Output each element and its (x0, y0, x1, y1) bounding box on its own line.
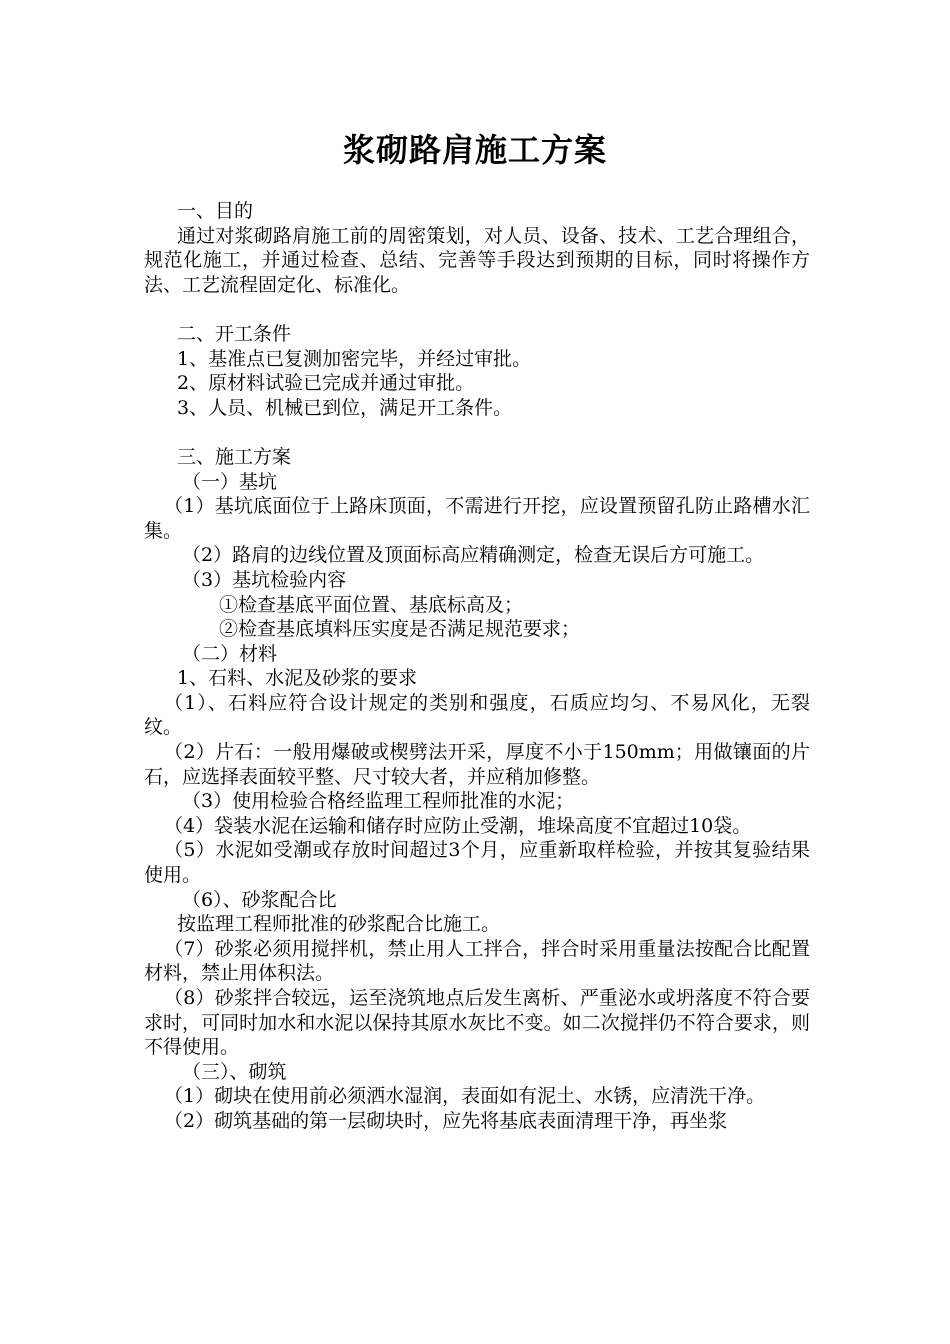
section-heading-conditions: 二、开工条件 (177, 322, 292, 345)
subsection-heading: （三）、砌筑 (182, 1060, 287, 1083)
list-item: ②检查基底填料压实度是否满足规范要求； (219, 618, 581, 641)
paragraph: （5）水泥如受潮或存放时间超过3个月，应重新取样检验，并按其复验结果使用。 (144, 839, 810, 887)
paragraph: （2）砌筑基础的第一层砌块时，应先将基底表面清理干净，再坐浆 (164, 1109, 728, 1132)
paragraph: （2）片石：一般用爆破或楔劈法开采，厚度不小于150mm；用做镶面的片石，应选择表面较平整、尺寸较大者，并应稍加修整。 (144, 741, 810, 788)
paragraph: 按监理工程师批准的砂浆配合比施工。 (177, 913, 501, 936)
document-title: 浆砌路肩施工方案 (342, 131, 607, 169)
paragraph: （1）基坑底面位于上路床顶面，不需进行开挖，应设置预留孔防止路槽水汇集。 (144, 495, 810, 542)
paragraph: （8）砂浆拌合较远，运至浇筑地点后发生离析、严重泌水或坍落度不符合要求时，可同时加水和水泥以保持其原水灰比不变。如二次搅拌仍不符合要求，则不得使用。 (144, 987, 810, 1059)
paragraph: （1）砌块在使用前必须洒水湿润，表面如有泥土、水锈，应清洗干净。 (164, 1085, 766, 1108)
blank-line (144, 420, 810, 445)
paragraph: （3）使用检验合格经监理工程师批准的水泥； (182, 790, 575, 813)
list-item: ①检查基底平面位置、基底标高及； (219, 593, 524, 616)
paragraph: 通过对浆砌路肩施工前的周密策划，对人员、设备、技术、工艺合理组合，规范化施工，并通过检查、总结、完善等手段达到预期的目标，同时将操作方法、工艺流程固定化、标准化。 (144, 224, 810, 296)
list-item: 2、原材料试验已完成并通过审批。 (177, 372, 475, 395)
list-item: 3、人员、机械已到位，满足开工条件。 (177, 396, 513, 419)
list-item: 1、基准点已复测加密完毕，并经过审批。 (177, 347, 532, 370)
paragraph: （2）路肩的边线位置及顶面标高应精确测定，检查无误后方可施工。 (182, 544, 765, 567)
paragraph: （1）、石料应符合设计规定的类别和强度，石质应均匀、不易风化，无裂纹。 (144, 691, 810, 739)
document-body (144, 199, 810, 1134)
paragraph: （6）、砂浆配合比 (182, 888, 337, 911)
paragraph: （7）砂浆必须用搅拌机，禁止用人工拌合，拌合时采用重量法按配合比配置材料，禁止用体积法。 (144, 937, 810, 985)
subsection-heading: （二）材料 (182, 642, 278, 665)
section-heading-purpose: 一、目的 (177, 200, 254, 222)
paragraph: （3）基坑检验内容 (182, 568, 347, 591)
subsection-heading: （一）基坑 (182, 470, 278, 493)
blank-line (144, 297, 810, 322)
section-heading-plan: 三、施工方案 (177, 445, 292, 468)
paragraph: 1、石料、水泥及砂浆的要求 (177, 667, 418, 690)
paragraph: （4）袋装水泥在运输和储存时应防止受潮，堆垛高度不宜超过10袋。 (164, 814, 752, 837)
